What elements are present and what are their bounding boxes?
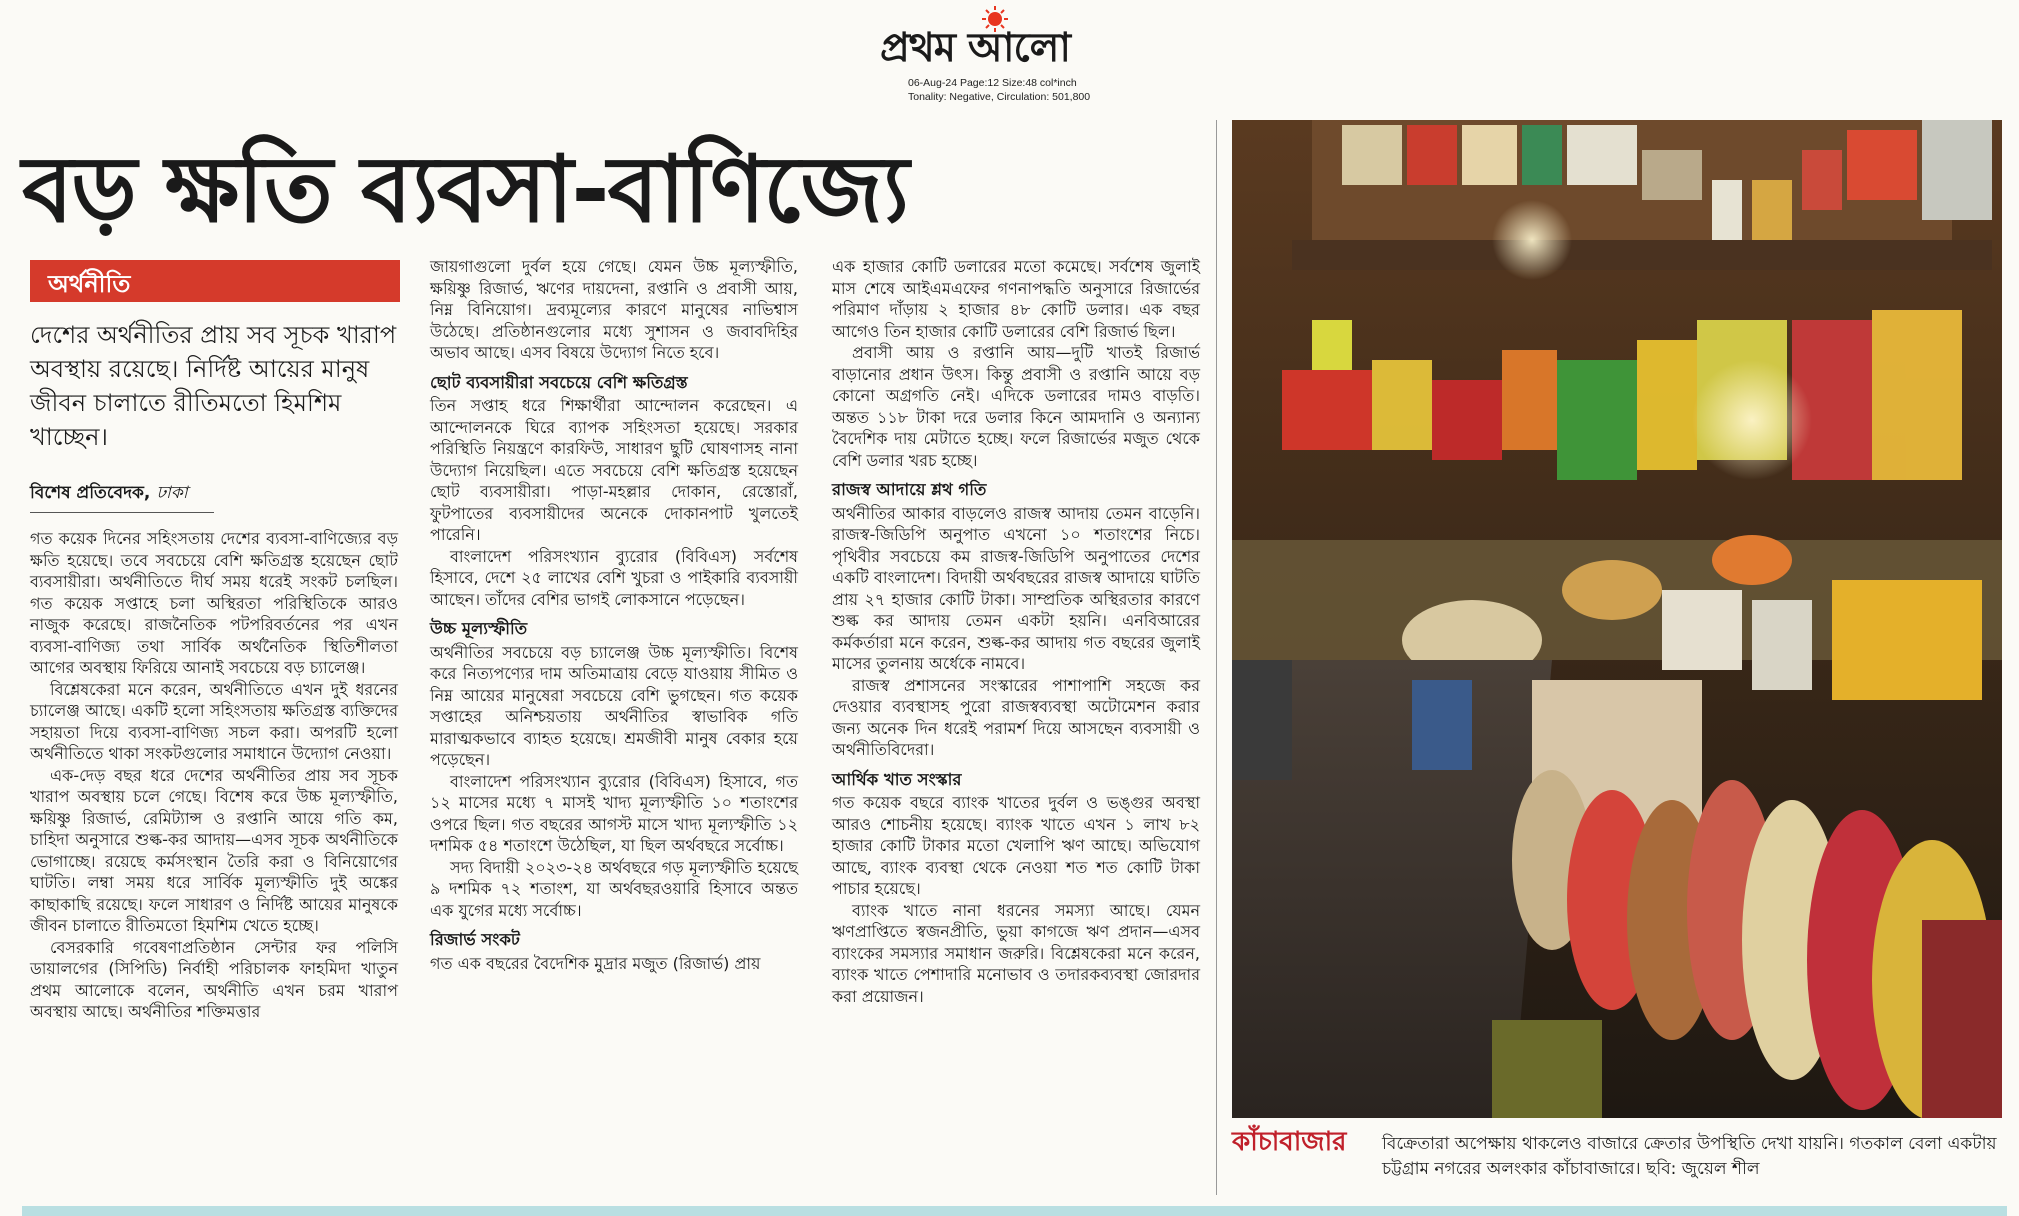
paragraph: এক হাজার কোটি ডলারের মতো কমেছে। সর্বশেষ জুলাই মাস শেষে আইএমএফের গণনাপদ্ধতি অনুসারে রিজার্ভের পরিমাণ দাঁড়ায় ২ হাজার ৪৮ কোটি ডলার। এক বছর আগেও তিন হাজার কোটি ডলারের বেশি রিজার্ভ ছিল। bbox=[832, 257, 1200, 341]
paragraph: এক-দেড় বছর ধরে দেশের অর্থনীতির প্রায় সব সূচক খারাপ অবস্থায় চলে গেছে। বিশেষ করে উচ্চ মূল্যস্ফীতি, ক্ষয়িষ্ণু রিজার্ভ, রেমিট্যান্স ও রপ্তানি আয়ে গতি কম, চাহিদা অনুসারে শুল্ক-কর আদায়—এসব সূচক অর্থনীতিকে ভোগাচ্ছে। রয়েছে কর্মসংস্থান তৈরি করা ও বিনিয়োগের ঘাটতি। লম্বা সময় ধরে সার্বিক মূল্যস্ফীতি দুই অঙ্কের কাছাকাছি রয়েছে। ফলে সাধারণ ও নির্দিষ্ট আয়ের মানুষকে জীবন চালাতে রীতিমতো হিমশিম খেতে হচ্ছে। bbox=[30, 765, 398, 935]
section-tag-label: অর্থনীতি bbox=[48, 270, 131, 298]
paragraph: বাংলাদেশ পরিসংখ্যান ব্যুরোর (বিবিএস) হিসাবে, গত ১২ মাসের মধ্যে ৭ মাসই খাদ্য মূল্যস্ফীতি ১০ শতাংশের ওপরে ছিল। গত বছরের আগস্ট মাসে খাদ্য মূল্যস্ফীতি ১২ দশমিক ৫৪ শতাংশে উঠেছিল, যা ছিল অর্থবছরে সর্বোচ্চ। bbox=[430, 771, 798, 855]
byline bbox=[30, 480, 420, 506]
caption-text: বিক্রেতারা অপেক্ষায় থাকলেও বাজারে ক্রেতার উপস্থিতি দেখা যায়নি। গতকাল বেলা একটায় চট্টগ্রাম নগরের অলংকার কাঁচাবাজারে। ছবি: জুয়েল শীল bbox=[1382, 1134, 1997, 1179]
paragraph: জায়গাগুলো দুর্বল হয়ে গেছে। যেমন উচ্চ মূল্যস্ফীতি, ক্ষয়িষ্ণু রিজার্ভ, ঋণের দায়দেনা, রপ্তানি ও প্রবাসী আয়, নিম্ন বিনিয়োগ। দ্রব্যমূল্যের কারণে মানুষের নাভিশ্বাস উঠেছে। প্রতিষ্ঠানগুলোর মধ্যে সুশাসন ও জবাবদিহির অভাব আছে। এসব বিষয়ে উদ্যোগ নিতে হবে। bbox=[430, 257, 798, 362]
paragraph: তিন সপ্তাহ ধরে শিক্ষার্থীরা আন্দোলন করেছেন। এ আন্দোলনকে ঘিরে ব্যাপক সহিংসতা হয়েছে। সরকার পরিস্থিতি নিয়ন্ত্রণে কারফিউ, সাধারণ ছুটি ঘোষণাসহ নানা উদ্যোগ নিয়েছিল। এতে সবচেয়ে বেশি ক্ষতিগ্রস্ত হয়েছেন ছোট ব্যবসায়ীরা। পাড়া-মহল্লার দোকান, রেস্তোরাঁ, ফুটপাতের ব্যবসায়ীদের অনেকে দোকানপাট খুলতেই পারেনি। bbox=[430, 396, 798, 544]
bottom-band bbox=[22, 1206, 2007, 1216]
paragraph: গত কয়েক বছরে ব্যাংক খাতের দুর্বল ও ভঙ্গুর অবস্থা আরও শোচনীয় হয়েছে। ব্যাংক খাতে এখন ১ লাখ ৮২ হাজার কোটি টাকার মতো খেলাপি ঋণ আছে। অভিযোগ আছে, ব্যাংক ব্যবস্থা থেকে নেওয়া শত শত কোটি টাকা পাচার হয়েছে। bbox=[832, 793, 1200, 898]
headline: বড় ক্ষতি ব্যবসা-বাণিজ্যে bbox=[22, 136, 908, 243]
masthead bbox=[870, 6, 1170, 72]
article-column-3 bbox=[832, 256, 1200, 1007]
market-photo bbox=[1232, 120, 2002, 1118]
paragraph: বাংলাদেশ পরিসংখ্যান ব্যুরোর (বিবিএস) সর্বশেষ হিসাবে, দেশে ২৫ লাখের বেশি খুচরা ও পাইকারি ব্যবসায়ী আছেন। তাঁদের বেশির ভাগই লোকসানে পড়েছেন। bbox=[430, 546, 798, 609]
paragraph: বিশ্লেষকেরা মনে করেন, অর্থনীতিতে এখন দুই ধরনের চ্যালেঞ্জ আছে। একটি হলো সহিংসতায় ক্ষতিগ্রস্ত ব্যক্তিদের সহায়তা দিয়ে ব্যবসা-বাণিজ্য সচল করা। অপরটি হলো অর্থনীতিতে থাকা সংকটগুলোর সমাধানে উদ্যোগ নেওয়া। bbox=[30, 679, 398, 763]
paragraph: বেসরকারি গবেষণাপ্রতিষ্ঠান সেন্টার ফর পলিসি ডায়ালগের (সিপিডি) নির্বাহী পরিচালক ফাহমিদা খাতুন প্রথম আলোকে বলেন, অর্থনীতি এখন চরম খারাপ অবস্থায় আছে। অর্থনীতির শক্তিমত্তার bbox=[30, 937, 398, 1021]
byline-reporter: বিশেষ প্রতিবেদক, bbox=[30, 483, 151, 503]
paragraph: অর্থনীতির আকার বাড়লেও রাজস্ব আদায় তেমন বাড়েনি। রাজস্ব-জিডিপি অনুপাত এখনো ১০ শতাংশের নিচে। পৃথিবীর সবচেয়ে কম রাজস্ব-জিডিপি অনুপাতের দেশের একটি বাংলাদেশ। বিদায়ী অর্থবছরের রাজস্ব আদায়ে ঘাটতি প্রায় ২৭ হাজার কোটি টাকা। সাম্প্রতিক অস্থিরতার কারণে শুল্ক কর আদায় তেমন একটা হয়নি। এনবিআরের কর্মকর্তারা মনে করেন, শুল্ক-কর আদায় গত বছরের জুলাই মাসের তুলনায় অর্ধেকে নামবে। bbox=[832, 503, 1200, 673]
meta-line-1: 06-Aug-24 Page:12 Size:48 col*inch bbox=[908, 77, 1077, 89]
paragraph: প্রবাসী আয় ও রপ্তানি আয়—দুটি খাতই রিজার্ভ বাড়ানোর প্রধান উৎস। কিন্তু প্রবাসী ও রপ্তানি আয়ে বড় কোনো অগ্রগতি নেই। এদিকে ডলারের দামও বাড়তি। অন্তত ১১৮ টাকা দরে ডলার কিনে আমদানি ও অন্যান্য বৈদেশিক দায় মেটাতে হচ্ছে। ফলে রিজার্ভের মজুত থেকে বেশি ডলার খরচ হচ্ছে। bbox=[832, 343, 1200, 470]
photo-caption bbox=[1232, 1128, 2002, 1188]
subheading: ছোট ব্যবসায়ীরা সবচেয়ে বেশি ক্ষতিগ্রস্ত bbox=[430, 372, 688, 392]
article-column-2 bbox=[430, 256, 798, 974]
market-photo-illustration bbox=[1232, 120, 2002, 1118]
subheading: আর্থিক খাত সংস্কার bbox=[832, 769, 962, 789]
subheading: রিজার্ভ সংকট bbox=[430, 930, 520, 949]
subheading: উচ্চ মূল্যস্ফীতি bbox=[430, 619, 528, 638]
byline-rule bbox=[30, 512, 214, 513]
article-column-1 bbox=[30, 528, 398, 1023]
paragraph: ব্যাংক খাতে নানা ধরনের সমস্যা আছে। যেমন ঋণপ্রাপ্তিতে স্বজনপ্রীতি, ভুয়া কাগজে ঋণ প্রদান—এসব ব্যাংকের সমস্যার সমাধান জরুরি। বিশ্লেষকেরা মনে করেন, ব্যাংক খাতে পেশাদারি মনোভাব ও তদারকব্যবস্থা জোরদার করা প্রয়োজন। bbox=[832, 900, 1200, 1006]
byline-place: ঢাকা bbox=[156, 483, 188, 503]
paragraph: অর্থনীতির সবচেয়ে বড় চ্যালেঞ্জ উচ্চ মূল্যস্ফীতি। বিশেষ করে নিত্যপণ্যের দাম অতিমাত্রায় বেড়ে যাওয়ায় সীমিত ও নিম্ন আয়ের মানুষেরা সবচেয়ে বেশি ভুগছেন। গত কয়েক সপ্তাহের অনিশ্চয়তায় অর্থনীতির স্বাভাবিক গতি মারাত্মকভাবে ব্যাহত হয়েছে। শ্রমজীবী মানুষ বেকার হয়ে পড়েছেন। bbox=[430, 642, 798, 769]
intro-text: দেশের অর্থনীতির প্রায় সব সূচক খারাপ অবস্থায় রয়েছে। নির্দিষ্ট আয়ের মানুষ জীবন চালাতে রীতিমতো হিমশিম খাচ্ছেন। bbox=[30, 321, 397, 451]
caption-title: কাঁচাবাজার bbox=[1232, 1127, 1347, 1157]
paragraph: গত কয়েক দিনের সহিংসতায় দেশের ব্যবসা-বাণিজ্যের বড় ক্ষতি হয়েছে। তবে সবচেয়ে বেশি ক্ষতিগ্রস্ত হয়েছেন ছোট ব্যবসায়ীরা। অর্থনীতিতে দীর্ঘ সময় ধরেই সংকট চলছিল। গত কয়েক সপ্তাহে চলা অস্থিরতা পরিস্থিতিকে আরও নাজুক করেছে। রাজনৈতিক পটপরিবর্তনের পর এখন ব্যবসা-বাণিজ্য তথা সার্বিক অর্থনৈতিক স্থিতিশীলতা আগের অবস্থায় ফিরিয়ে আনাই সবচেয়ে বড় চ্যালেঞ্জ। bbox=[30, 529, 398, 677]
paragraph: গত এক বছরের বৈদেশিক মুদ্রার মজুত (রিজার্ভ) প্রায় bbox=[430, 953, 761, 973]
meta-line-2: Tonality: Negative, Circulation: 501,800 bbox=[908, 91, 1091, 103]
column-divider bbox=[1216, 120, 1217, 1195]
paragraph: সদ্য বিদায়ী ২০২৩-২৪ অর্থবছরে গড় মূল্যস্ফীতি হয়েছে ৯ দশমিক ৭২ শতাংশ, যা অর্থবছরওয়ারি হিসাবে অন্তত এক যুগের মধ্যে সর্বোচ্চ। bbox=[430, 857, 798, 920]
clipping-meta bbox=[908, 76, 1090, 104]
section-tag bbox=[30, 260, 400, 302]
paragraph: রাজস্ব প্রশাসনের সংস্কারের পাশাপাশি সহজে কর দেওয়ার ব্যবস্থাসহ পুরো রাজস্বব্যবস্থা অটোমেশন করার জন্য অনেক দিন ধরেই পরামর্শ দিয়ে আসছেন ব্যবসায়ী ও অর্থনীতিবিদেরা। bbox=[832, 675, 1200, 759]
newspaper-logo: প্রথম আলো bbox=[880, 25, 1071, 71]
subheading: রাজস্ব আদায়ে শ্লথ গতি bbox=[832, 480, 987, 499]
